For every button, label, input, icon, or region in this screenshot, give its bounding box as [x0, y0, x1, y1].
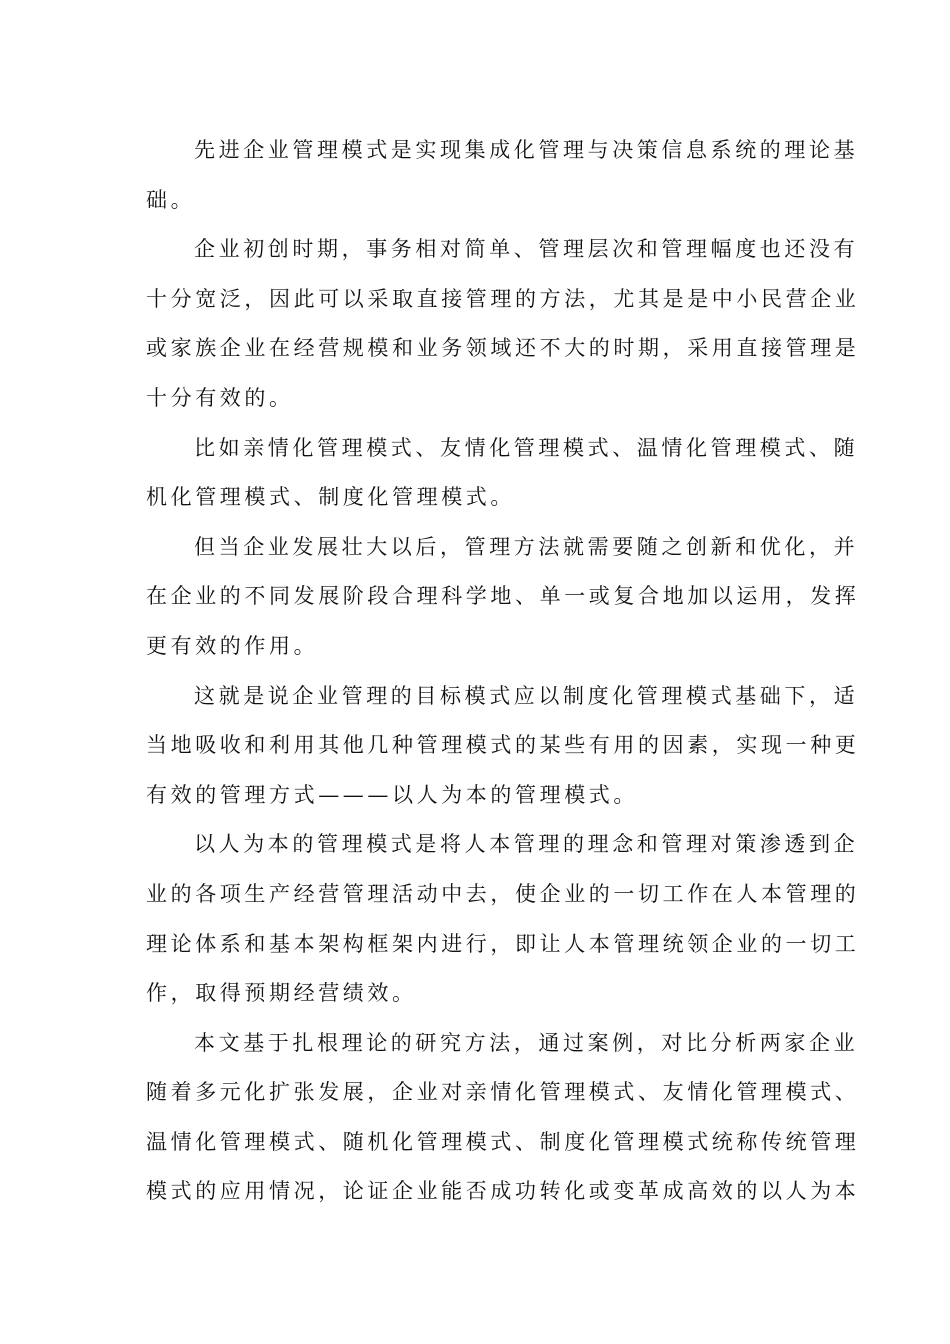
paragraph-3 — [146, 424, 859, 523]
paragraph-line: 业的各项生产经营管理活动中去，使企业的一切工作在人本管理的 — [146, 881, 860, 906]
paragraph-1 — [146, 126, 859, 225]
paragraph-line: 作，取得预期经营绩效。 — [146, 981, 417, 1006]
paragraph-line: 机化管理模式、制度化管理模式。 — [146, 485, 515, 510]
paragraph-line: 当地吸收和利用其他几种管理模式的某些有用的因素，实现一种更 — [146, 733, 860, 758]
paragraph-line: 以人为本的管理模式是将人本管理的理念和管理对策渗透到企 — [194, 832, 859, 857]
paragraph-line: 十分有效的。 — [146, 385, 294, 410]
paragraph-5 — [146, 672, 860, 821]
document-page — [146, 126, 860, 1217]
paragraph-line: 模式的应用情况，论证企业能否成功转化或变革成高效的以人为本 — [146, 1179, 860, 1204]
paragraph-line: 本文基于扎根理论的研究方法，通过案例，对比分析两家企业 — [194, 1030, 859, 1055]
paragraph-line: 理论体系和基本架构框架内进行，即让人本管理统领企业的一切工 — [146, 931, 860, 956]
paragraph-line: 随着多元化扩张发展，企业对亲情化管理模式、友情化管理模式、 — [146, 1080, 860, 1105]
paragraph-line: 十分宽泛，因此可以采取直接管理的方法，尤其是是中小民营企业 — [146, 286, 860, 311]
paragraph-line: 础。 — [146, 187, 196, 212]
paragraph-line: 有效的管理方式———以人为本的管理模式。 — [146, 782, 638, 807]
paragraph-line: 温情化管理模式、随机化管理模式、制度化管理模式统称传统管理 — [146, 1129, 860, 1154]
paragraph-2 — [146, 225, 860, 423]
paragraph-line: 更有效的作用。 — [146, 633, 319, 658]
paragraph-line: 但当企业发展壮大以后，管理方法就需要随之创新和优化，并 — [194, 534, 859, 559]
paragraph-line: 企业初创时期，事务相对简单、管理层次和管理幅度也还没有 — [194, 237, 859, 262]
paragraph-7 — [146, 1019, 860, 1217]
paragraph-4 — [146, 523, 860, 672]
paragraph-line: 先进企业管理模式是实现集成化管理与决策信息系统的理论基 — [194, 138, 859, 162]
paragraph-line: 或家族企业在经营规模和业务领域还不大的时期，采用直接管理是 — [146, 336, 860, 361]
paragraph-line: 比如亲情化管理模式、友情化管理模式、温情化管理模式、随 — [194, 435, 859, 460]
paragraph-line: 这就是说企业管理的目标模式应以制度化管理模式基础下，适 — [194, 683, 859, 708]
paragraph-line: 在企业的不同发展阶段合理科学地、单一或复合地加以运用，发挥 — [146, 584, 860, 609]
paragraph-6 — [146, 820, 860, 1018]
